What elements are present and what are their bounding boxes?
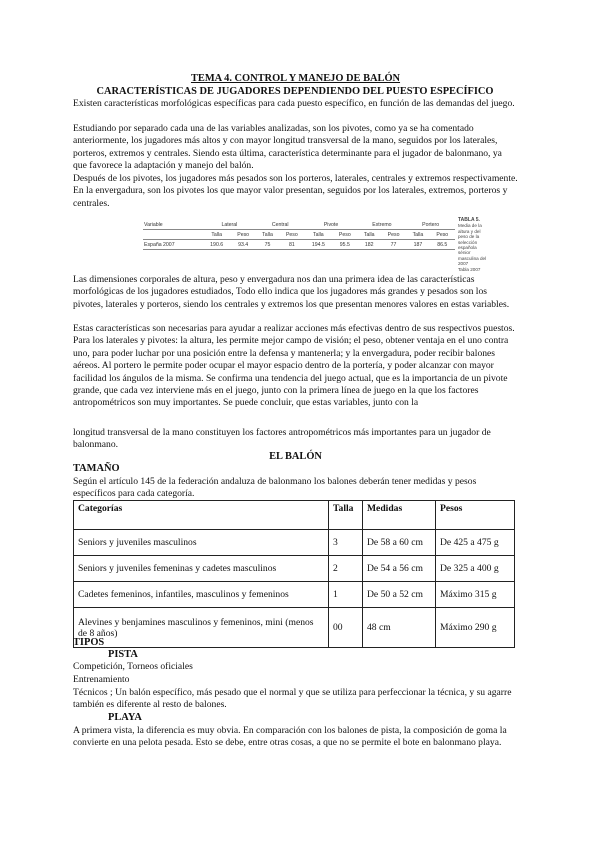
stats-value: 93.4: [230, 240, 255, 250]
ball-table-header: Talla: [329, 501, 363, 530]
pista-line-3: Técnicos ; Un balón específico, más pesado que el normal y que se utiliza para perfeccionar la técnica, y su agarre también es diferente al resto de balones.: [73, 687, 512, 711]
stats-group: Pivote: [305, 220, 358, 230]
paragraph-2: Estudiando por separado cada una de las variables analizadas, son los pivotes, como ya se ha comentado anteriormente, los jugadores más altos y con mayor longitud transversal de la mano, seguidos por los laterales, porteros, extremos y centrales. Siendo esta última, característica determinante para el jugador de balonmano, ya que favorece la adaptación y manejo del balón.: [73, 123, 502, 172]
ball-table-cell: Cadetes femeninos, infantiles, masculinos y femeninos: [74, 582, 329, 608]
stats-group: Portero: [406, 220, 455, 230]
ball-table-cell: Seniors y juveniles masculinos: [74, 530, 329, 556]
ball-table-cell: Alevines y benjamines masculinos y femeninos, mini (menos de 8 años): [74, 608, 329, 648]
stats-subheader: Peso: [430, 230, 455, 240]
ball-table-cell: De 54 a 56 cm: [363, 556, 436, 582]
stats-group: Variable: [143, 220, 203, 230]
stats-caption-source: Tabla 2007: [458, 266, 481, 272]
paragraph-4: Las dimensiones corporales de altura, peso y envergadura nos dan una primera idea de las características morfológicas de los jugadores estudiados, Todo ello indica que los jugadores más grandes y pesados son los pivotes, laterales y porteros, siendo los centrales y extremos los que presentan menores valores en estas variables.: [73, 274, 510, 310]
ball-table-cell: 3: [329, 530, 363, 556]
stats-subheader: Talla: [256, 230, 279, 240]
stats-value: 86.5: [430, 240, 455, 250]
ball-table-cell: Máximo 315 g: [436, 582, 515, 608]
stats-value: 75: [256, 240, 279, 250]
stats-group: Extremo: [358, 220, 407, 230]
table-row: [74, 530, 515, 556]
stats-subheader: Talla: [406, 230, 429, 240]
stats-subheader: Peso: [332, 230, 357, 240]
table-row: [74, 556, 515, 582]
stats-value: 190.6: [203, 240, 231, 250]
ball-table-cell: Seniors y juveniles femeninas y cadetes masculinos: [74, 556, 329, 582]
paragraph-3: Después de los pivotes, los jugadores más pesados son los porteros, laterales, centrales y extremos respectivamente. En la envergadura, son los pivotes los que mayor valor presentan, seguidos por los laterales, extremos, porteros y centrales.: [73, 173, 518, 209]
ball-table-cell: De 50 a 52 cm: [363, 582, 436, 608]
ball-table-cell: Máximo 290 g: [436, 608, 515, 648]
size-heading: TAMAÑO: [73, 463, 120, 474]
stats-value: 187: [406, 240, 429, 250]
stats-value: 95.5: [332, 240, 357, 250]
playa-heading: PLAYA: [108, 712, 142, 723]
ball-table-header: Medidas: [363, 501, 436, 530]
stats-value: 182: [358, 240, 381, 250]
stats-subheader: Peso: [279, 230, 304, 240]
stats-subheader: Talla: [305, 230, 333, 240]
types-heading: TIPOS: [73, 637, 105, 648]
stats-value: 194.5: [305, 240, 333, 250]
section-subtitle: CARACTERÍSTICAS DE JUGADORES DEPENDIENDO DEL PUESTO ESPECÍFICO: [96, 86, 494, 97]
ball-table-cell: De 58 a 60 cm: [363, 530, 436, 556]
stats-subheader: Talla: [203, 230, 231, 240]
stats-subheader: Peso: [230, 230, 255, 240]
paragraph-6: longitud transversal de la mano constituyen los factores antropométricos más importantes para un jugador de balonmano.: [73, 427, 491, 451]
ball-table-header: Categorías: [74, 501, 329, 530]
ball-table-cell: 2: [329, 556, 363, 582]
ball-heading: EL BALÓN: [269, 451, 322, 462]
paragraph-1: Existen características morfológicas específicas para cada puesto específico, en función de las demandas del juego.: [73, 98, 515, 109]
ball-table-cell: 48 cm: [363, 608, 436, 648]
stats-subheader: Peso: [381, 230, 406, 240]
playa-text: A primera vista, la diferencia es muy obvia. En comparación con los balones de pista, la composición de goma la convierte en una pelota pesada. Esto se debe, entre otras cosas, a que no se permite el bote en balonmano playa.: [73, 725, 507, 749]
stats-value: 81: [279, 240, 304, 250]
ball-table-cell: 1: [329, 582, 363, 608]
ball-size-table: [73, 500, 515, 648]
document-title: TEMA 4. CONTROL Y MANEJO DE BALÓN: [190, 73, 401, 84]
ball-table-cell: De 325 a 400 g: [436, 556, 515, 582]
size-text: Según el artículo 145 de la federación andaluza de balonmano los balones deberán tener medidas y pesos específicos para cada categoría.: [73, 476, 477, 500]
pista-line-2: Entrenamiento: [73, 674, 130, 685]
paragraph-5: Estas características son necesarias para ayudar a realizar acciones más efectivas dentro de sus respectivos puestos. Para los laterales y pivotes: la altura, les permite mejor campo de visión; el peso, obtener ventaja en el uno contra uno, para poder luchar por una posición entre la defensa y mantenerla; y la envergadura, poder recibir balones aéreos. Al portero le permite poder ocupar el mayor espacio dentro de la portería, y poder alcanzar con mayor facilidad los ángulos de la misma. Se confirma una tendencia del juego actual, que es la importancia de un pivote grande, que cada vez interviene más en el juego, junto con la primera línea de juego en la que los factores antropométricos son muy importantes. Se puede concluir, que estas variables, junto con la: [73, 323, 515, 409]
ball-table-cell: De 425 a 475 g: [436, 530, 515, 556]
pista-line-1: Competición, Torneos oficiales: [73, 661, 193, 672]
stats-table: [143, 220, 455, 250]
stats-caption-title: TABLA 5.: [458, 217, 480, 223]
ball-table-header: Pesos: [436, 501, 515, 530]
pista-heading: PISTA: [108, 649, 138, 660]
table-row: [74, 582, 515, 608]
stats-row-label: España 2007: [143, 240, 203, 250]
stats-subheader: Talla: [358, 230, 381, 240]
stats-group: Central: [256, 220, 305, 230]
stats-group: Lateral: [203, 220, 256, 230]
stats-caption: [458, 218, 490, 272]
stats-value: 77: [381, 240, 406, 250]
stats-caption-text: Media de la altura y del peso de la selección española sénior masculina del 2007: [458, 223, 487, 267]
ball-table-cell: 00: [329, 608, 363, 648]
